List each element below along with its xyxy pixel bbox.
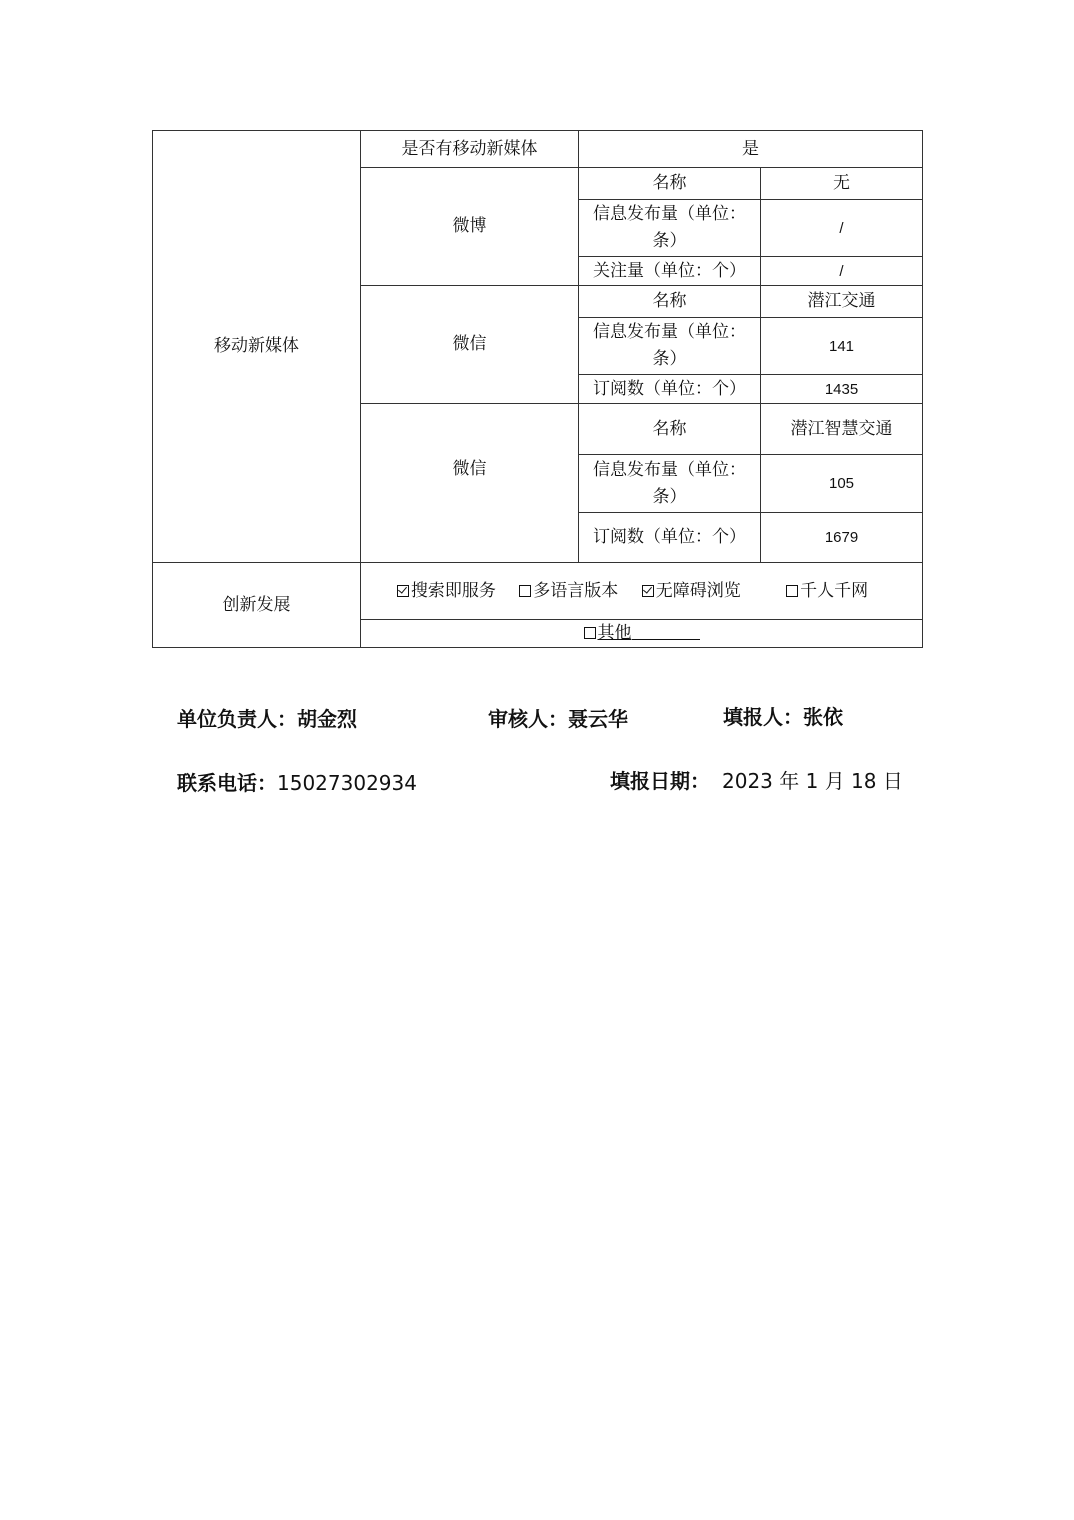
wechat2-posts-value: 105 <box>761 455 923 513</box>
has-media-label: 是否有移动新媒体 <box>361 131 579 168</box>
option-multilingual[interactable] <box>519 578 618 605</box>
wechat2-subs-value: 1679 <box>761 513 923 563</box>
other-label: 其他 <box>597 623 632 643</box>
weibo-followers-value: / <box>761 257 923 286</box>
wechat1-subs-label: 订阅数（单位：个） <box>579 375 761 404</box>
weibo-name-value: 无 <box>761 168 923 200</box>
weibo-posts-label: 信息发布量（单位：条） <box>579 200 761 257</box>
option-label: 多语言版本 <box>533 580 619 601</box>
innovation-label: 创新发展 <box>153 563 361 648</box>
checkbox-icon[interactable] <box>786 585 798 597</box>
wechat1-name-value: 潜江交通 <box>761 286 923 318</box>
reviewer-value: 聂云华 <box>568 707 628 731</box>
date-value: 2023 年 1 月 18 日 <box>722 769 903 793</box>
option-label: 无障碍浏览 <box>655 580 741 601</box>
phone-value: 15027302934 <box>277 771 417 795</box>
weibo-posts-value: / <box>761 200 923 257</box>
option-personalized[interactable] <box>786 578 868 605</box>
innovation-other <box>361 620 923 648</box>
reviewer <box>488 703 628 732</box>
wechat2-name-value: 潜江智慧交通 <box>761 404 923 455</box>
checkbox-icon[interactable] <box>519 585 531 597</box>
unit-head-label: 单位负责人： <box>177 707 297 731</box>
unit-head-value: 胡金烈 <box>297 707 357 731</box>
date-label: 填报日期： <box>610 769 710 793</box>
other-blank-line <box>632 625 700 640</box>
weibo-followers-label: 关注量（单位：个） <box>579 257 761 286</box>
unit-head <box>177 703 357 732</box>
option-label: 搜索即服务 <box>410 580 496 601</box>
filler-label: 填报人： <box>723 705 803 729</box>
checkbox-checked-icon[interactable] <box>397 585 409 597</box>
section-label-mobile-media: 移动新媒体 <box>153 131 361 563</box>
checkbox-checked-icon[interactable] <box>642 585 654 597</box>
reviewer-label: 审核人： <box>488 707 568 731</box>
option-label: 千人千网 <box>800 580 869 601</box>
fill-date <box>610 765 903 794</box>
wechat1-name-label: 名称 <box>579 286 761 318</box>
weibo-label: 微博 <box>361 168 579 286</box>
wechat1-posts-value: 141 <box>761 318 923 375</box>
wechat2-posts-label: 信息发布量（单位：条） <box>579 455 761 513</box>
contact-phone <box>177 767 417 796</box>
weibo-name-label: 名称 <box>579 168 761 200</box>
option-other[interactable] <box>584 623 700 643</box>
media-info-table <box>152 130 923 648</box>
innovation-options <box>361 563 923 620</box>
phone-label: 联系电话： <box>177 771 277 795</box>
option-accessibility[interactable] <box>642 578 741 605</box>
wechat2-name-label: 名称 <box>579 404 761 455</box>
filler <box>723 701 843 730</box>
filler-value: 张依 <box>803 705 843 729</box>
wechat2-subs-label: 订阅数（单位：个） <box>579 513 761 563</box>
checkbox-icon[interactable] <box>584 627 596 639</box>
wechat1-label: 微信 <box>361 286 579 404</box>
wechat2-label: 微信 <box>361 404 579 563</box>
has-media-value: 是 <box>579 131 923 168</box>
option-search-service[interactable] <box>397 578 496 605</box>
wechat1-subs-value: 1435 <box>761 375 923 404</box>
wechat1-posts-label: 信息发布量（单位：条） <box>579 318 761 375</box>
